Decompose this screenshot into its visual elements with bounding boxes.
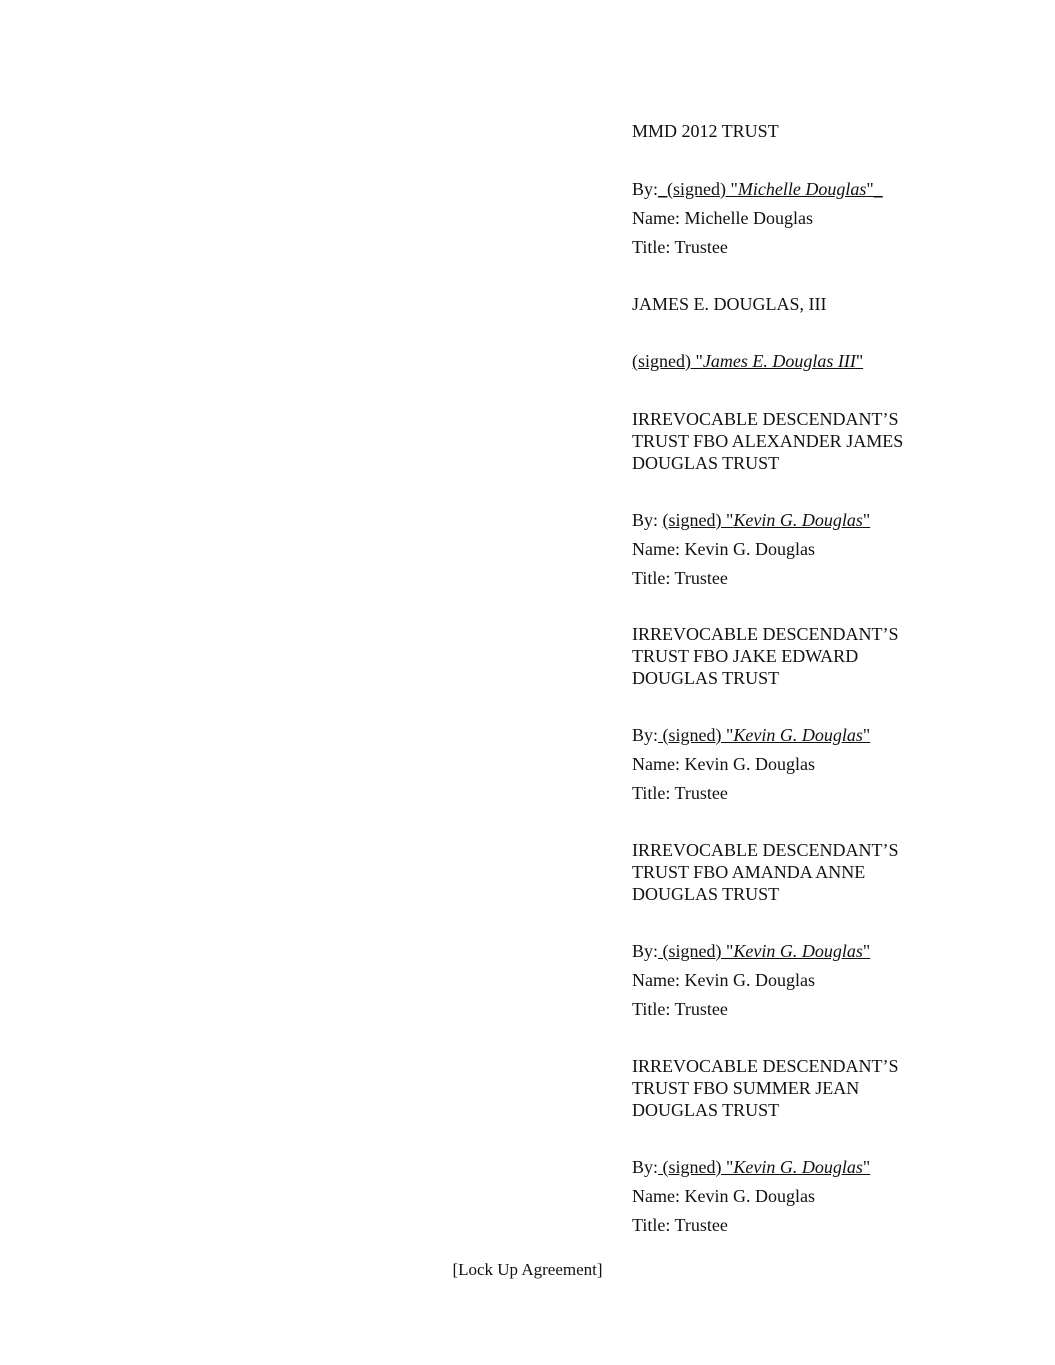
signature-line: By: (signed) "Kevin G. Douglas" xyxy=(632,510,871,530)
signatory-title: Title: Trustee xyxy=(632,568,728,588)
entity-name: IRREVOCABLE DESCENDANT’S TRUST FBO AMANDA ANNE DOUGLAS TRUST xyxy=(632,840,899,904)
page-footer: [Lock Up Agreement] xyxy=(452,1260,603,1279)
signatory-title: Title: Trustee xyxy=(632,783,728,803)
signatory-name: Name: Kevin G. Douglas xyxy=(632,754,815,774)
signatory-name: Name: Kevin G. Douglas xyxy=(632,1186,815,1206)
signatory-title: Title: Trustee xyxy=(632,1215,728,1235)
entity-name: IRREVOCABLE DESCENDANT’S TRUST FBO ALEXANDER JAMES DOUGLAS TRUST xyxy=(632,409,904,473)
entity-name: JAMES E. DOUGLAS, III xyxy=(632,294,827,314)
signature-line: By: (signed) "Kevin G. Douglas" xyxy=(632,1157,871,1177)
signature-line: (signed) "James E. Douglas III" xyxy=(632,351,864,371)
entity-name: IRREVOCABLE DESCENDANT’S TRUST FBO JAKE EDWARD DOUGLAS TRUST xyxy=(632,624,899,688)
signatory-title: Title: Trustee xyxy=(632,237,728,257)
signature-line: By: (signed) "Kevin G. Douglas" xyxy=(632,941,871,961)
signatory-name: Name: Kevin G. Douglas xyxy=(632,970,815,990)
signatory-name: Name: Michelle Douglas xyxy=(632,208,813,228)
signatory-name: Name: Kevin G. Douglas xyxy=(632,539,815,559)
signature-line: By: (signed) "Kevin G. Douglas" xyxy=(632,725,871,745)
entity-name: IRREVOCABLE DESCENDANT’S TRUST FBO SUMMER JEAN DOUGLAS TRUST xyxy=(632,1056,899,1120)
signatory-title: Title: Trustee xyxy=(632,999,728,1019)
signature-line: By:_(signed) "Michelle Douglas"_ xyxy=(632,179,883,199)
entity-name: MMD 2012 TRUST xyxy=(632,121,779,141)
